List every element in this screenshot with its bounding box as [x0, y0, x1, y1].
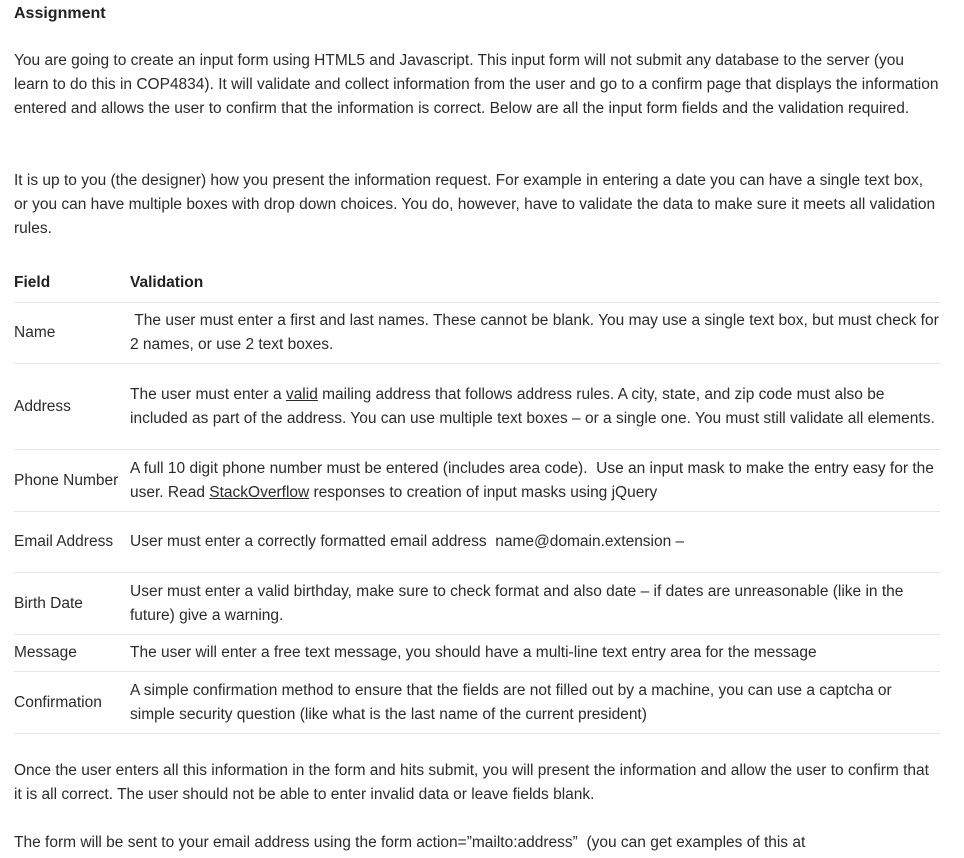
field-phone: Phone Number	[14, 450, 130, 512]
validation-message: The user will enter a free text message, you should have a multi-line text entry area for the message	[130, 635, 940, 672]
field-address: Address	[14, 364, 130, 450]
stackoverflow-link[interactable]: StackOverflow	[209, 483, 310, 501]
validation-email: User must enter a correctly formatted email address name@domain.extension –	[130, 512, 940, 573]
validation-name: The user must enter a first and last names. These cannot be blank. You may use a single text box, but must check for 2 names, or use 2 text boxes.	[130, 303, 940, 364]
validation-table	[14, 264, 940, 734]
table-row-birthdate	[14, 573, 940, 635]
field-confirmation: Confirmation	[14, 672, 130, 734]
valid-link[interactable]: valid	[285, 385, 318, 403]
table-header-row	[14, 264, 940, 303]
header-validation: Validation	[130, 264, 940, 303]
validation-phone-post: responses to creation of input masks using jQuery	[309, 483, 658, 501]
table-row-name	[14, 303, 940, 364]
field-message: Message	[14, 635, 130, 672]
validation-confirmation: A simple confirmation method to ensure that the fields are not filled out by a machine, you can use a captcha or simple security question (like what is the last name of the current president)	[130, 672, 940, 734]
table-row-phone	[14, 450, 940, 512]
validation-birthdate: User must enter a valid birthday, make sure to check format and also date – if dates are unreasonable (like in the future) give a warning.	[130, 573, 940, 635]
page-title: Assignment	[14, 5, 106, 22]
validation-address-post: mailing address that follows address rules. A city, state, and zip code must also be included as part of the address. You can use multiple text boxes – or a single one. You must still validate all elements.	[130, 385, 935, 427]
submit-paragraph: Once the user enters all this information in the form and hits submit, you will present the information and allow the user to confirm that it is all correct. The user should not be able to enter invalid data or leave fields blank.	[14, 762, 929, 803]
mailto-paragraph: The form will be sent to your email address using the form action=”mailto:address” (you can get examples of this at	[14, 834, 806, 851]
header-field: Field	[14, 264, 130, 303]
table-row-message	[14, 635, 940, 672]
table-row-confirmation	[14, 672, 940, 734]
validation-phone-pre: A full 10 digit phone number must be entered (includes area code). Use an input mask to make the entry easy for the user. Read	[130, 459, 934, 501]
design-paragraph: It is up to you (the designer) how you present the information request. For example in entering a date you can have a single text box, or you can have multiple boxes with drop down choices. You do, however, have to validate the data to make sure it meets all validation rules.	[14, 172, 936, 237]
table-row-address	[14, 364, 940, 450]
field-email: Email Address	[14, 512, 130, 573]
validation-address-pre: The user must enter a	[130, 385, 286, 403]
field-name: Name	[14, 303, 130, 364]
field-birthdate: Birth Date	[14, 573, 130, 635]
table-row-email	[14, 512, 940, 573]
validation-address	[130, 364, 940, 450]
validation-phone	[130, 450, 940, 512]
intro-paragraph: You are going to create an input form using HTML5 and Javascript. This input form will not submit any database to the server (you learn to do this in COP4834). It will validate and collect information from the user and go to a confirm page that displays the information entered and allows the user to confirm that the information is correct. Below are all the input form fields and the validation required.	[14, 52, 939, 117]
